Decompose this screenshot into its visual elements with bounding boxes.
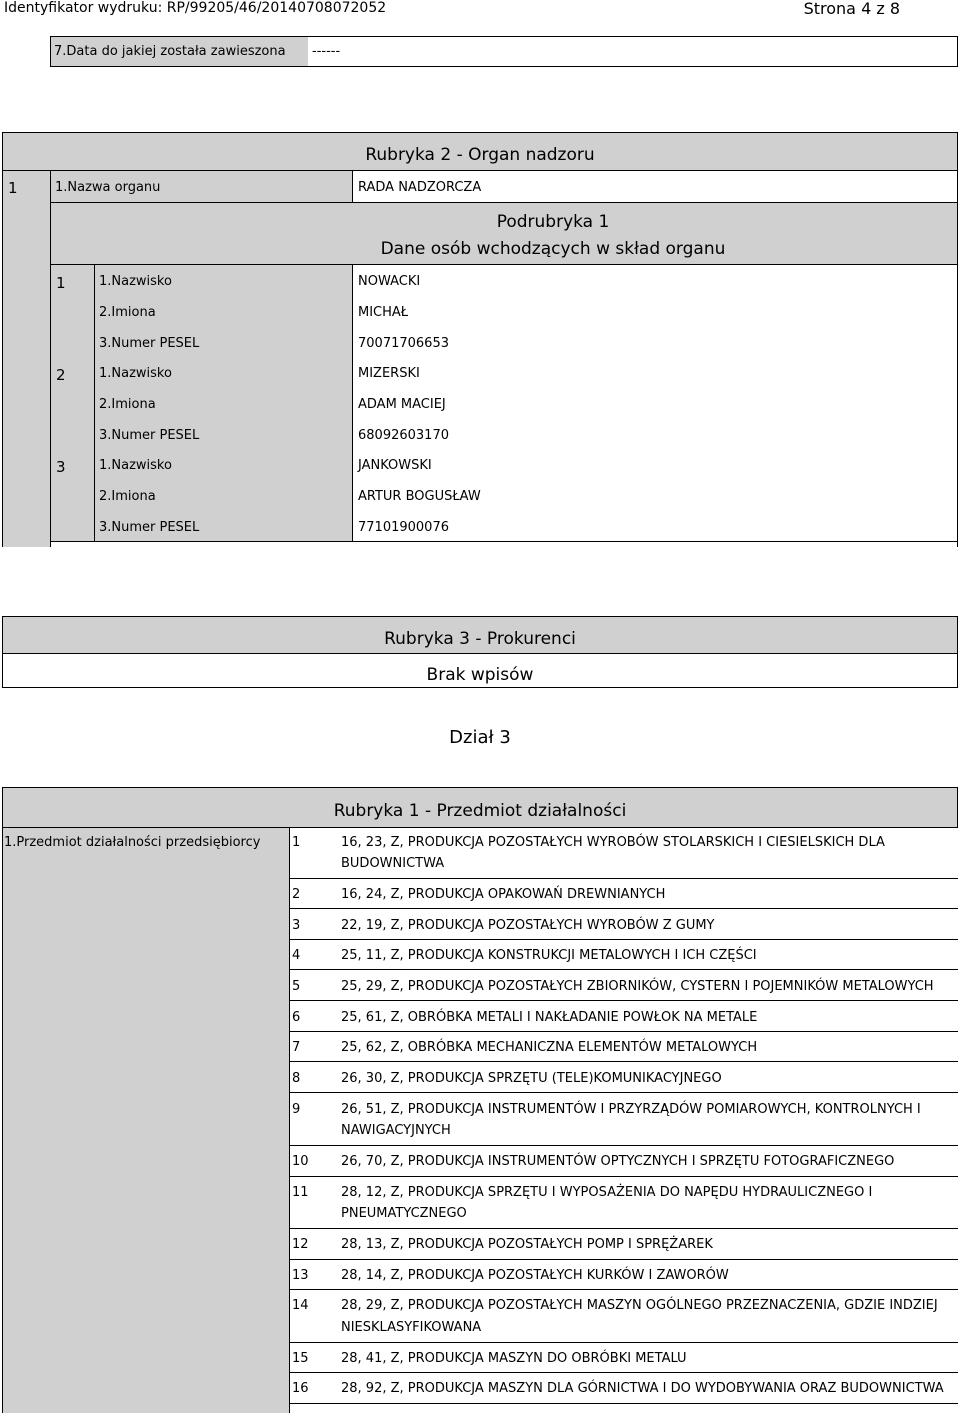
activity-number: 9 (292, 1102, 301, 1117)
person-surname-label: 1.Nazwisko (99, 274, 172, 289)
rubryka-3-title: Rubryka 3 - Prokurenci (384, 629, 576, 649)
activity-number: 13 (292, 1268, 309, 1283)
activity-number: 2 (292, 887, 301, 902)
activity-number: 6 (292, 1010, 301, 1025)
page-number: Strona 4 z 8 (803, 0, 900, 18)
person-surname-label: 1.Nazwisko (99, 458, 172, 473)
person-pesel-value: 68092603170 (358, 428, 449, 443)
activity-text: 22, 19, Z, PRODUKCJA POZOSTAŁYCH WYROBÓW Z GUMY (341, 918, 715, 933)
person-number: 3 (56, 458, 66, 476)
activity-number: 10 (292, 1154, 309, 1169)
person-surname-value: JANKOWSKI (358, 458, 432, 473)
suspension-date-label: 7.Data do jakiej została zawieszona (54, 44, 286, 59)
person-pesel-label: 3.Numer PESEL (99, 428, 200, 443)
podrubryka-title: Podrubryka 1 (496, 212, 610, 232)
rubryka-2-title: Rubryka 2 - Organ nadzoru (365, 145, 595, 165)
activity-text-cont: BUDOWNICTWA (341, 856, 445, 871)
activity-number: 7 (292, 1040, 301, 1055)
activity-number: 4 (292, 948, 301, 963)
person-surname-label: 1.Nazwisko (99, 366, 172, 381)
person-names-label: 2.Imiona (99, 305, 156, 320)
activity-text: 26, 30, Z, PRODUKCJA SPRZĘTU (TELE)KOMUNIKACYJNEGO (341, 1071, 722, 1086)
activity-text: 25, 29, Z, PRODUKCJA POZOSTAŁYCH ZBIORNIKÓW, CYSTERN I POJEMNIKÓW METALOWYCH (341, 979, 934, 994)
activity-number: 8 (292, 1071, 301, 1086)
activity-text: 25, 62, Z, OBRÓBKA MECHANICZNA ELEMENTÓW METALOWYCH (341, 1040, 758, 1055)
activity-text-cont: PNEUMATYCZNEGO (341, 1206, 467, 1221)
activity-text: 28, 41, Z, PRODUKCJA MASZYN DO OBRÓBKI METALU (341, 1351, 687, 1366)
person-names-label: 2.Imiona (99, 397, 156, 412)
person-number: 2 (56, 366, 66, 384)
activity-text-cont: NAWIGACYJNYCH (341, 1123, 451, 1138)
person-surname-value: MIZERSKI (358, 366, 420, 381)
activity-text: 16, 24, Z, PRODUKCJA OPAKOWAŃ DREWNIANYCH (341, 887, 666, 902)
podrubryka-subtitle: Dane osób wchodzących w skład organu (380, 239, 726, 259)
activity-number: 16 (292, 1381, 309, 1396)
activity-text: 25, 61, Z, OBRÓBKA METALI I NAKŁADANIE POWŁOK NA METALE (341, 1010, 758, 1025)
person-names-value: ADAM MACIEJ (358, 397, 446, 412)
organ-name-label: 1.Nazwa organu (55, 180, 161, 195)
person-pesel-value: 70071706653 (358, 336, 449, 351)
rubryka-3-empty: Brak wpisów (426, 665, 534, 685)
activity-text: 28, 92, Z, PRODUKCJA MASZYN DLA GÓRNICTWA I DO WYDOBYWANIA ORAZ BUDOWNICTWA (341, 1381, 944, 1396)
print-identifier: Identyfikator wydruku: RP/99205/46/20140708072052 (4, 0, 387, 16)
activity-text: 28, 13, Z, PRODUKCJA POZOSTAŁYCH POMP I SPRĘŻAREK (341, 1237, 713, 1252)
activity-text: 28, 29, Z, PRODUKCJA POZOSTAŁYCH MASZYN OGÓLNEGO PRZEZNACZENIA, GDZIE INDZIEJ (341, 1298, 938, 1313)
person-pesel-label: 3.Numer PESEL (99, 520, 200, 535)
person-names-label: 2.Imiona (99, 489, 156, 504)
activity-number: 15 (292, 1351, 309, 1366)
activity-number: 12 (292, 1237, 309, 1252)
person-number: 1 (56, 274, 66, 292)
person-surname-value: NOWACKI (358, 274, 421, 289)
rubryka-2-index: 1 (8, 179, 18, 197)
activity-number: 3 (292, 918, 301, 933)
activity-text: 26, 51, Z, PRODUKCJA INSTRUMENTÓW I PRZYRZĄDÓW POMIAROWYCH, KONTROLNYCH I (341, 1102, 921, 1117)
activity-text: 26, 70, Z, PRODUKCJA INSTRUMENTÓW OPTYCZNYCH I SPRZĘTU FOTOGRAFICZNEGO (341, 1154, 895, 1169)
activity-text-cont: NIESKLASYFIKOWANA (341, 1320, 482, 1335)
person-names-value: MICHAŁ (358, 305, 409, 320)
activity-label: 1.Przedmiot działalności przedsiębiorcy (4, 835, 261, 850)
person-pesel-label: 3.Numer PESEL (99, 336, 200, 351)
activity-text: 28, 14, Z, PRODUKCJA POZOSTAŁYCH KURKÓW I ZAWORÓW (341, 1268, 729, 1283)
activity-text: 25, 11, Z, PRODUKCJA KONSTRUKCJI METALOWYCH I ICH CZĘŚCI (341, 948, 757, 963)
activity-number: 14 (292, 1298, 309, 1313)
organ-name-value: RADA NADZORCZA (358, 180, 482, 195)
dzial-3-title: Dział 3 (449, 727, 511, 748)
suspension-date-value: ------ (312, 44, 341, 59)
activity-number: 1 (292, 835, 301, 850)
person-names-value: ARTUR BOGUSŁAW (358, 489, 481, 504)
activity-text: 16, 23, Z, PRODUKCJA POZOSTAŁYCH WYROBÓW STOLARSKICH I CIESIELSKICH DLA (341, 835, 885, 850)
activity-number: 5 (292, 979, 301, 994)
rubryka-1-title: Rubryka 1 - Przedmiot działalności (333, 801, 627, 821)
person-pesel-value: 77101900076 (358, 520, 449, 535)
activity-text: 28, 12, Z, PRODUKCJA SPRZĘTU I WYPOSAŻENIA DO NAPĘDU HYDRAULICZNEGO I (341, 1185, 873, 1200)
activity-number: 11 (292, 1185, 309, 1200)
